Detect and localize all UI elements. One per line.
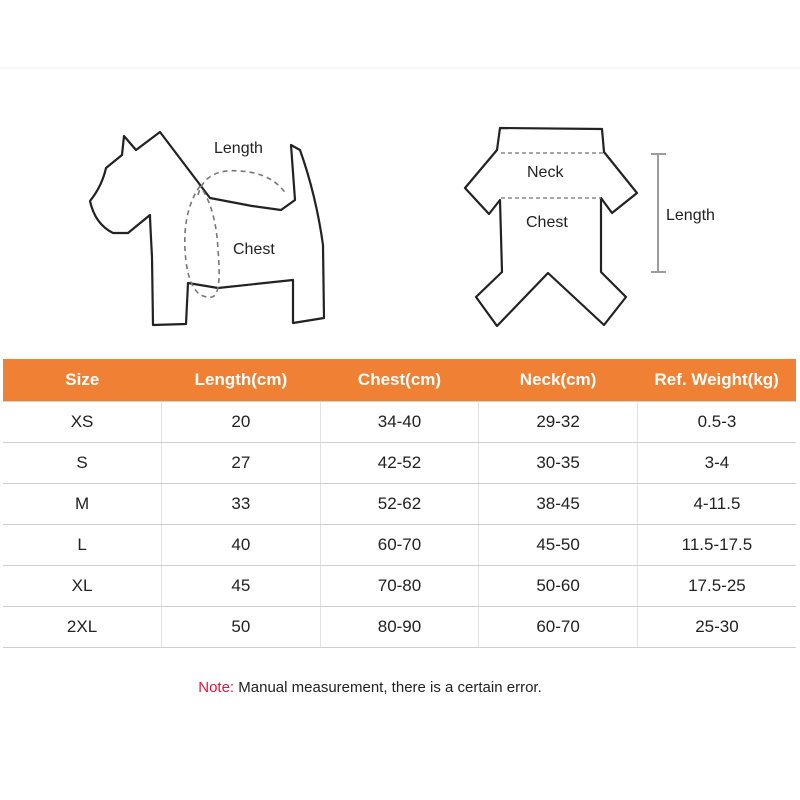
cell-chest: 70-80 — [320, 566, 479, 607]
note-label: Note: — [198, 679, 235, 696]
garment-chest-label: Chest — [526, 214, 568, 231]
size-chart-table — [3, 359, 796, 648]
header-length: Length(cm) — [162, 359, 321, 402]
header-chest: Chest(cm) — [320, 359, 479, 402]
header-neck: Neck(cm) — [479, 359, 638, 402]
cell-weight: 0.5-3 — [637, 402, 796, 443]
cell-neck: 38-45 — [479, 484, 638, 525]
table-row — [3, 525, 796, 566]
cell-length: 50 — [162, 607, 321, 648]
cell-neck: 45-50 — [479, 525, 638, 566]
note-text: Manual measurement, there is a certain error. — [234, 679, 542, 696]
dog-length-label: Length — [214, 140, 263, 157]
dog-outline-icon — [90, 132, 324, 325]
measurement-diagram — [0, 0, 800, 355]
cell-size: S — [3, 443, 162, 484]
cell-chest: 60-70 — [320, 525, 479, 566]
cell-size: XS — [3, 402, 162, 443]
cell-weight: 25-30 — [637, 607, 796, 648]
cell-size: XL — [3, 566, 162, 607]
header-weight: Ref. Weight(kg) — [637, 359, 796, 402]
header-size: Size — [3, 359, 162, 402]
measurement-note — [0, 679, 740, 696]
cell-weight: 3-4 — [637, 443, 796, 484]
cell-length: 27 — [162, 443, 321, 484]
garment-neck-label: Neck — [527, 164, 564, 181]
cell-weight: 4-11.5 — [637, 484, 796, 525]
cell-neck: 50-60 — [479, 566, 638, 607]
cell-size: L — [3, 525, 162, 566]
cell-neck: 60-70 — [479, 607, 638, 648]
cell-chest: 42-52 — [320, 443, 479, 484]
cell-length: 33 — [162, 484, 321, 525]
cell-size: 2XL — [3, 607, 162, 648]
table-row — [3, 566, 796, 607]
cell-chest: 80-90 — [320, 607, 479, 648]
cell-neck: 29-32 — [479, 402, 638, 443]
length-bracket-icon — [651, 154, 666, 272]
garment-length-label: Length — [666, 207, 715, 224]
cell-chest: 52-62 — [320, 484, 479, 525]
cell-length: 20 — [162, 402, 321, 443]
cell-length: 45 — [162, 566, 321, 607]
table-header-row — [3, 359, 796, 402]
cell-length: 40 — [162, 525, 321, 566]
table-row — [3, 607, 796, 648]
cell-weight: 11.5-17.5 — [637, 525, 796, 566]
table-row — [3, 443, 796, 484]
table-row — [3, 402, 796, 443]
cell-weight: 17.5-25 — [637, 566, 796, 607]
cell-neck: 30-35 — [479, 443, 638, 484]
cell-size: M — [3, 484, 162, 525]
table-row — [3, 484, 796, 525]
cell-chest: 34-40 — [320, 402, 479, 443]
dog-chest-label: Chest — [233, 241, 275, 258]
